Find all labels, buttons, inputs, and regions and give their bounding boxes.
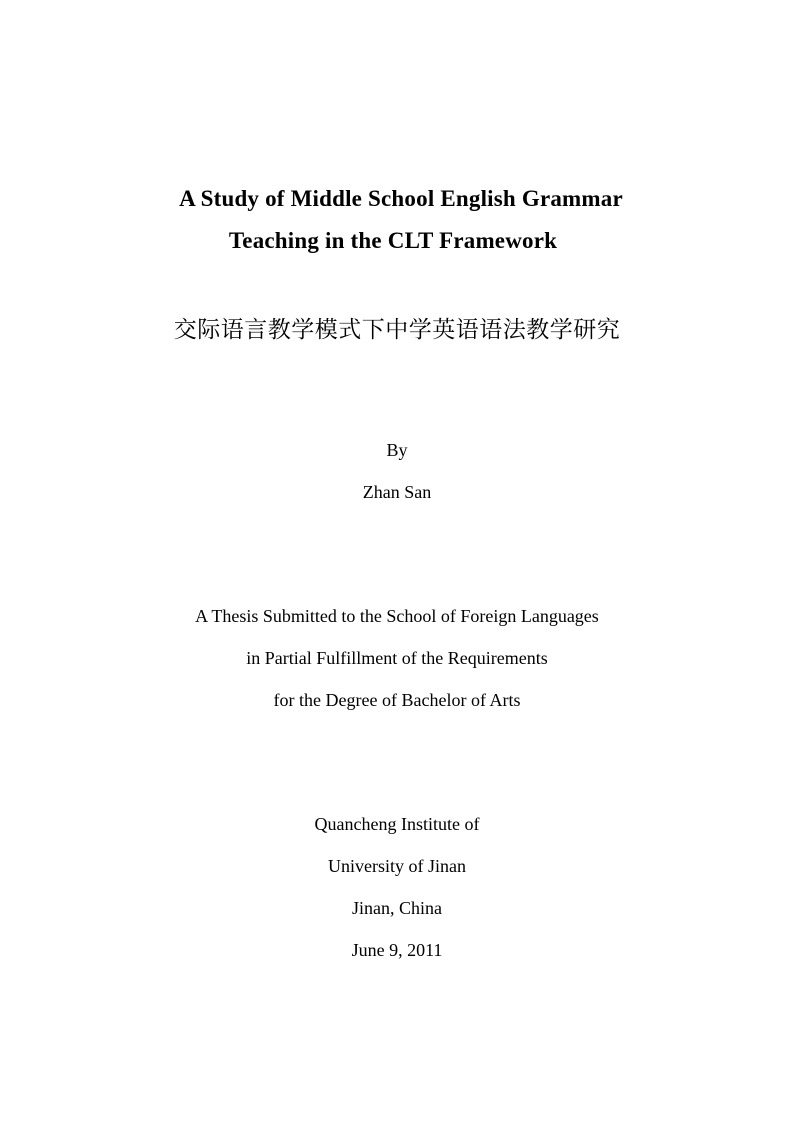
institution-location: Jinan, China: [352, 898, 442, 918]
submission-statement-line-1: A Thesis Submitted to the School of Foreign Languages: [195, 606, 599, 626]
by-label: By: [386, 440, 408, 460]
english-title-line-1: A Study of Middle School English Grammar: [179, 186, 623, 211]
chinese-title: 交际语言教学模式下中学英语语法教学研究: [173, 317, 621, 343]
submission-date: June 9, 2011: [351, 940, 443, 960]
institution-line-2: University of Jinan: [328, 856, 466, 876]
english-title-line-2: Teaching in the CLT Framework: [228, 228, 558, 253]
institution-line-1: Quancheng Institute of: [314, 814, 480, 834]
author-name: Zhan San: [362, 482, 432, 502]
submission-statement-line-3: for the Degree of Bachelor of Arts: [273, 690, 521, 710]
submission-statement-line-2: in Partial Fulfillment of the Requirements: [246, 648, 548, 668]
